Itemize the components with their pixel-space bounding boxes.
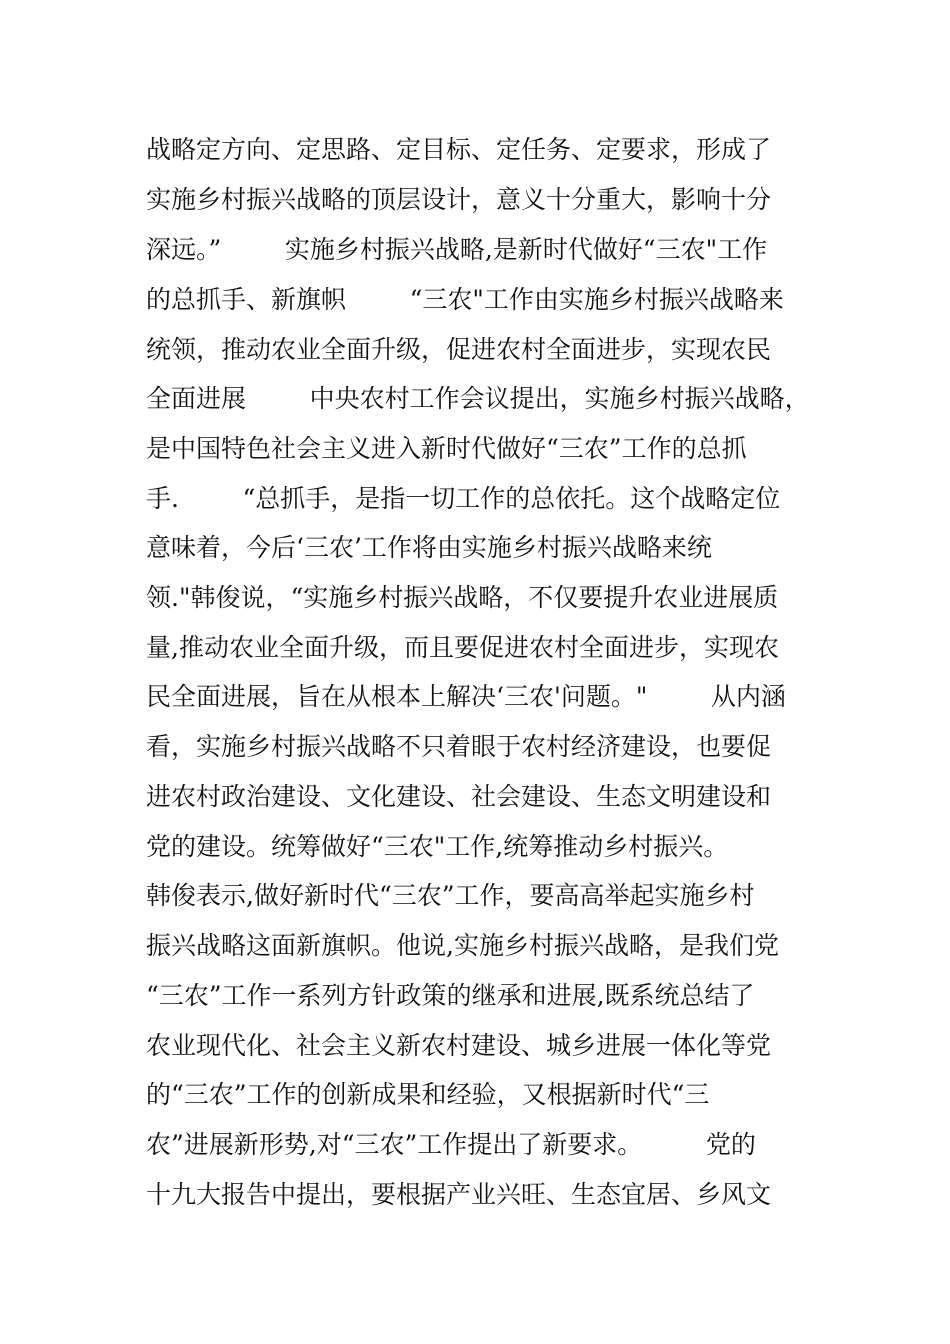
text-line: 意味着，今后‘三农’工作将由实施乡村振兴战略来统: [146, 533, 712, 562]
text-line: 是中国特色社会主义进入新时代做好“三农”工作的总抓: [146, 434, 747, 463]
text-line: “三农”工作一系列方针政策的继承和进展,既系统总结了: [146, 981, 755, 1010]
text-line: 量,推动农业全面升级，而且要促进农村全面进步，实现农: [146, 633, 779, 662]
text-line: 战略定方向、定思路、定目标、定任务、定要求，形成了: [146, 135, 772, 164]
text-line: 手. “总抓手，是指一切工作的总依托。这个战略定位: [146, 484, 781, 513]
text-line: 全面进展 中央农村工作会议提出，实施乡村振兴战略，: [146, 384, 810, 413]
text-line: 农业现代化、社会主义新农村建设、城乡进展一体化等党: [146, 1031, 772, 1060]
text-line: 民全面进展，旨在从根本上解决‘三农'问题。" 从内涵: [146, 682, 786, 711]
text-line: 的“三农”工作的创新成果和经验，又根据新时代“三: [146, 1080, 710, 1109]
text-line: 看，实施乡村振兴战略不只着眼于农村经济建设，也要促: [146, 732, 772, 761]
text-line: 深远。” 实施乡村振兴战略,是新时代做好“三农"工作: [146, 235, 768, 264]
text-line: 领."韩俊说，“实施乡村振兴战略，不仅要提升农业进展质: [146, 583, 779, 612]
text-line: 统领，推动农业全面升级，促进农村全面进步，实现农民: [146, 335, 772, 364]
text-line: 振兴战略这面新旗帜。他说,实施乡村振兴战略，是我们党: [146, 931, 779, 960]
text-line: 党的建设。统筹做好“三农"工作,统筹推动乡村振兴。: [146, 832, 729, 861]
text-line: 十九大报告中提出，要根据产业兴旺、生态宜居、乡风文: [146, 1180, 772, 1209]
text-line: 农”进展新形势,对“三农”工作提出了新要求。 党的: [146, 1130, 756, 1159]
text-line: 韩俊表示,做好新时代“三农”工作，要高高举起实施乡村: [146, 881, 755, 910]
text-line: 的总抓手、新旗帜 “三农"工作由实施乡村振兴战略来: [146, 285, 784, 314]
text-line: 实施乡村振兴战略的顶层设计，意义十分重大，影响十分: [146, 185, 772, 214]
text-line: 进农村政治建设、文化建设、社会建设、生态文明建设和: [146, 782, 772, 811]
